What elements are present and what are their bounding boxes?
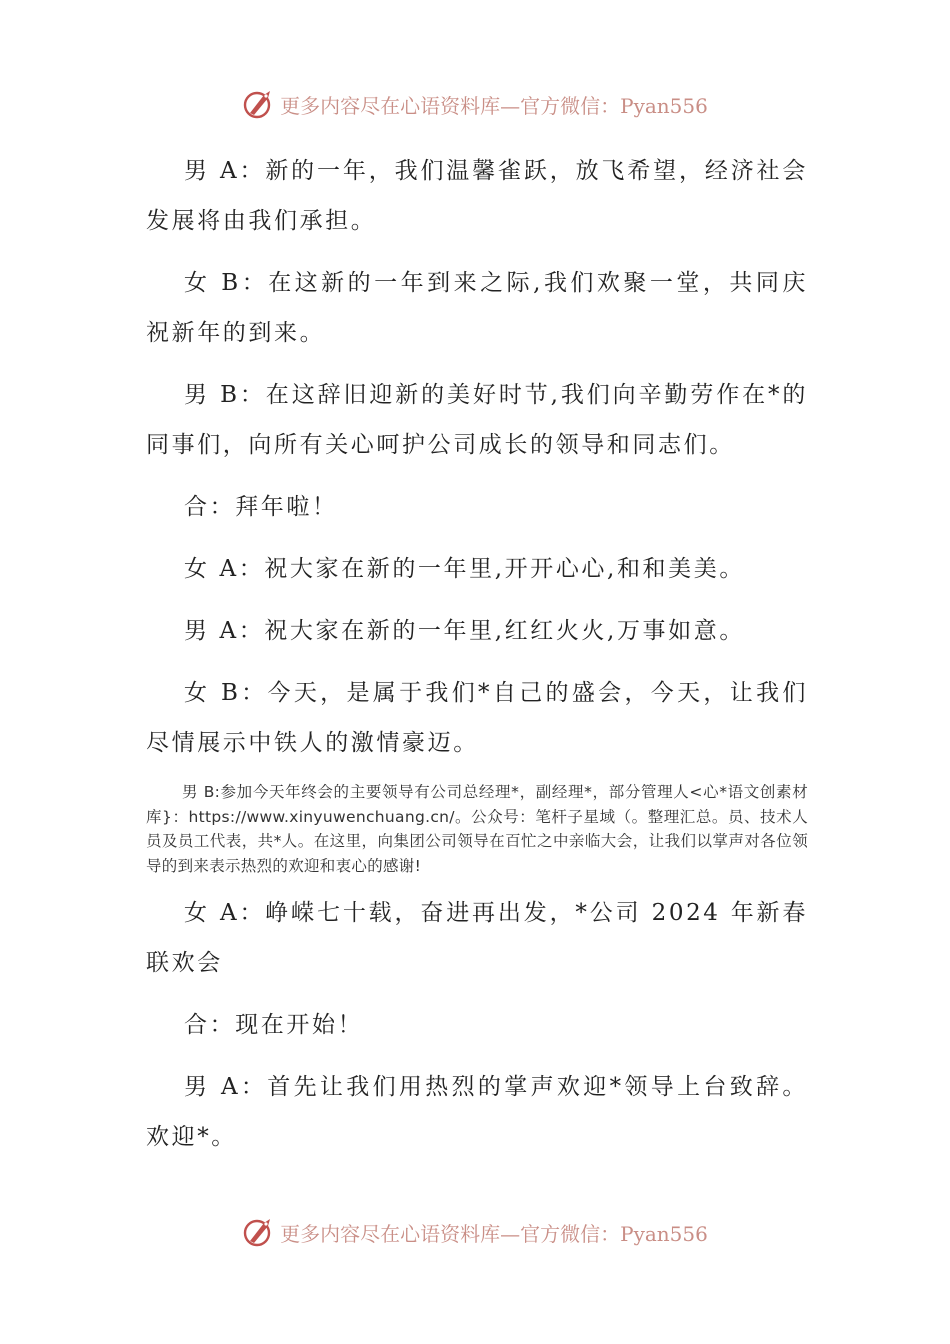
paragraph-3: 男 B：在这辞旧迎新的美好时节,我们向辛勤劳作在*的同事们，向所有关心呵护公司成长的领导和同志们。	[146, 382, 808, 458]
paragraph-8-small: 男 B:参加今天年终会的主要领导有公司总经理*，副经理*，部分管理人<心*语文创素材库}：https://www.xinyuwenchuang.cn/。公众号：笔杆子星域（。整理汇总。员、技术人员及员工代表，共*人。在这里，向集团公司领导在百忙之中亲临大会，让我们以掌声对各位领导的到来表示热烈的欢迎和衷心的感谢!	[146, 783, 808, 875]
pen-nib-circle-icon	[242, 1215, 276, 1249]
paragraph-2: 女 B：在这新的一年到来之际,我们欢聚一堂，共同庆祝新年的到来。	[146, 270, 808, 346]
paragraph-7: 女 B：今天，是属于我们*自己的盛会，今天，让我们尽情展示中铁人的激情豪迈。	[146, 680, 808, 756]
paragraph-6: 男 A：祝大家在新的一年里,红红火火,万事如意。	[184, 618, 745, 644]
pen-nib-circle-icon	[242, 87, 276, 121]
paragraph-1: 男 A：新的一年，我们温馨雀跃，放飞希望，经济社会发展将由我们承担。	[146, 158, 808, 234]
paragraph-9: 女 A：峥嵘七十载，奋进再出发，*公司 2024 年新春联欢会	[146, 900, 808, 976]
paragraph-4: 合：拜年啦！	[184, 494, 338, 520]
paragraph-11: 男 A：首先让我们用热烈的掌声欢迎*领导上台致辞。欢迎*。	[146, 1074, 808, 1150]
footer-watermark-banner	[0, 1210, 950, 1254]
paragraph-10: 合：现在开始！	[184, 1012, 364, 1038]
document-body	[146, 146, 808, 1174]
footer-banner-text: 更多内容尽在心语资料库—官方微信：Pyan556	[280, 1221, 708, 1246]
paragraph-5: 女 A：祝大家在新的一年里,开开心心,和和美美。	[184, 556, 745, 582]
header-watermark-banner	[0, 82, 950, 126]
header-banner-text: 更多内容尽在心语资料库—官方微信：Pyan556	[280, 93, 708, 118]
